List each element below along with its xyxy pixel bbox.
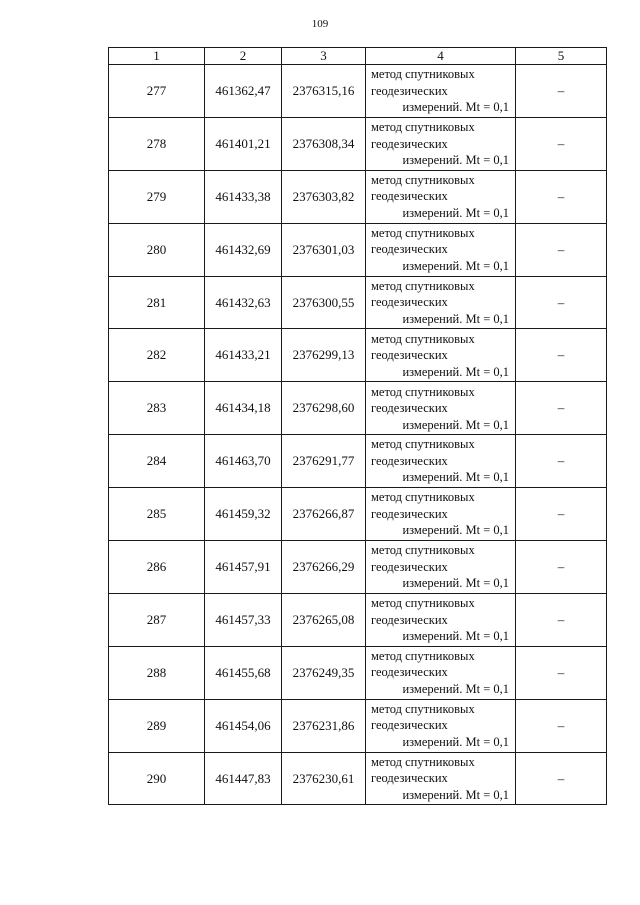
method-line: геодезических [371, 718, 448, 733]
method-cell [366, 646, 516, 699]
header-col-3: 3 [282, 48, 366, 65]
y-coordinate-cell: 2376300,55 [282, 276, 366, 329]
point-number-cell: 283 [109, 382, 205, 435]
y-coordinate-cell: 2376249,35 [282, 646, 366, 699]
method-line: метод спутниковых [371, 596, 475, 611]
method-cell [366, 382, 516, 435]
x-coordinate-cell: 461459,32 [205, 488, 282, 541]
y-coordinate-cell: 2376230,61 [282, 752, 366, 805]
point-number-cell: 289 [109, 699, 205, 752]
coordinates-table [108, 47, 607, 805]
header-col-1: 1 [109, 48, 205, 65]
y-coordinate-cell: 2376291,77 [282, 435, 366, 488]
point-number-cell: 278 [109, 117, 205, 170]
table-row [109, 382, 607, 435]
method-line: геодезических [371, 136, 448, 151]
method-line: измерений. Mt = 0,1 [402, 153, 509, 168]
method-line: метод спутниковых [371, 225, 475, 240]
method-cell [366, 752, 516, 805]
y-coordinate-cell: 2376298,60 [282, 382, 366, 435]
table-row [109, 117, 607, 170]
table-row [109, 329, 607, 382]
method-cell [366, 65, 516, 118]
y-coordinate-cell: 2376231,86 [282, 699, 366, 752]
method-line: метод спутниковых [371, 120, 475, 135]
page-number: 109 [311, 18, 329, 30]
method-cell [366, 117, 516, 170]
method-line: метод спутниковых [371, 701, 475, 716]
table-row [109, 593, 607, 646]
method-line: метод спутниковых [371, 67, 475, 82]
point-number-cell: 279 [109, 170, 205, 223]
x-coordinate-cell: 461433,38 [205, 170, 282, 223]
method-line: геодезических [371, 242, 448, 257]
y-coordinate-cell: 2376301,03 [282, 223, 366, 276]
note-cell: – [516, 435, 607, 488]
method-line: геодезических [371, 348, 448, 363]
method-line: измерений. Mt = 0,1 [402, 629, 509, 644]
method-line: геодезических [371, 771, 448, 786]
method-cell [366, 435, 516, 488]
header-row [109, 48, 607, 65]
note-cell: – [516, 276, 607, 329]
x-coordinate-cell: 461362,47 [205, 65, 282, 118]
point-number-cell: 280 [109, 223, 205, 276]
method-line: измерений. Mt = 0,1 [402, 258, 509, 273]
y-coordinate-cell: 2376308,34 [282, 117, 366, 170]
method-line: измерений. Mt = 0,1 [402, 681, 509, 696]
method-line: измерений. Mt = 0,1 [402, 100, 509, 115]
method-line: метод спутниковых [371, 384, 475, 399]
y-coordinate-cell: 2376265,08 [282, 593, 366, 646]
method-line: измерений. Mt = 0,1 [402, 311, 509, 326]
method-cell [366, 488, 516, 541]
x-coordinate-cell: 461401,21 [205, 117, 282, 170]
x-coordinate-cell: 461457,33 [205, 593, 282, 646]
note-cell: – [516, 65, 607, 118]
point-number-cell: 277 [109, 65, 205, 118]
method-line: метод спутниковых [371, 754, 475, 769]
note-cell: – [516, 117, 607, 170]
method-line: измерений. Mt = 0,1 [402, 417, 509, 432]
method-line: измерений. Mt = 0,1 [402, 205, 509, 220]
method-line: измерений. Mt = 0,1 [402, 787, 509, 802]
y-coordinate-cell: 2376303,82 [282, 170, 366, 223]
method-line: метод спутниковых [371, 172, 475, 187]
note-cell: – [516, 541, 607, 594]
note-cell: – [516, 699, 607, 752]
method-cell [366, 276, 516, 329]
table-row [109, 488, 607, 541]
method-line: метод спутниковых [371, 437, 475, 452]
note-cell: – [516, 752, 607, 805]
table-row [109, 65, 607, 118]
method-cell [366, 170, 516, 223]
table-body [109, 65, 607, 805]
x-coordinate-cell: 461434,18 [205, 382, 282, 435]
table-row [109, 223, 607, 276]
table-row [109, 170, 607, 223]
note-cell: – [516, 646, 607, 699]
table-row [109, 646, 607, 699]
method-line: измерений. Mt = 0,1 [402, 470, 509, 485]
method-cell [366, 541, 516, 594]
method-line: геодезических [371, 612, 448, 627]
method-line: измерений. Mt = 0,1 [402, 523, 509, 538]
table-row [109, 699, 607, 752]
header-col-5: 5 [516, 48, 607, 65]
point-number-cell: 281 [109, 276, 205, 329]
x-coordinate-cell: 461432,63 [205, 276, 282, 329]
x-coordinate-cell: 461432,69 [205, 223, 282, 276]
note-cell: – [516, 593, 607, 646]
point-number-cell: 282 [109, 329, 205, 382]
y-coordinate-cell: 2376315,16 [282, 65, 366, 118]
method-cell [366, 223, 516, 276]
table-header [109, 48, 607, 65]
method-line: геодезических [371, 295, 448, 310]
header-col-4: 4 [366, 48, 516, 65]
method-line: метод спутниковых [371, 490, 475, 505]
table-row [109, 276, 607, 329]
note-cell: – [516, 329, 607, 382]
note-cell: – [516, 382, 607, 435]
point-number-cell: 287 [109, 593, 205, 646]
point-number-cell: 286 [109, 541, 205, 594]
x-coordinate-cell: 461457,91 [205, 541, 282, 594]
method-line: геодезических [371, 559, 448, 574]
method-line: геодезических [371, 401, 448, 416]
method-cell [366, 329, 516, 382]
table-row [109, 752, 607, 805]
note-cell: – [516, 223, 607, 276]
method-line: метод спутниковых [371, 648, 475, 663]
method-line: геодезических [371, 83, 448, 98]
method-line: геодезических [371, 453, 448, 468]
x-coordinate-cell: 461433,21 [205, 329, 282, 382]
x-coordinate-cell: 461463,70 [205, 435, 282, 488]
method-line: измерений. Mt = 0,1 [402, 576, 509, 591]
point-number-cell: 284 [109, 435, 205, 488]
y-coordinate-cell: 2376266,29 [282, 541, 366, 594]
x-coordinate-cell: 461454,06 [205, 699, 282, 752]
table-row [109, 541, 607, 594]
method-cell [366, 699, 516, 752]
method-line: геодезических [371, 189, 448, 204]
method-line: геодезических [371, 665, 448, 680]
note-cell: – [516, 488, 607, 541]
point-number-cell: 290 [109, 752, 205, 805]
table-row [109, 435, 607, 488]
x-coordinate-cell: 461455,68 [205, 646, 282, 699]
point-number-cell: 288 [109, 646, 205, 699]
point-number-cell: 285 [109, 488, 205, 541]
x-coordinate-cell: 461447,83 [205, 752, 282, 805]
method-line: измерений. Mt = 0,1 [402, 364, 509, 379]
method-line: измерений. Mt = 0,1 [402, 734, 509, 749]
header-col-2: 2 [205, 48, 282, 65]
method-line: метод спутниковых [371, 331, 475, 346]
method-line: метод спутниковых [371, 543, 475, 558]
note-cell: – [516, 170, 607, 223]
y-coordinate-cell: 2376299,13 [282, 329, 366, 382]
y-coordinate-cell: 2376266,87 [282, 488, 366, 541]
method-cell [366, 593, 516, 646]
method-line: геодезических [371, 506, 448, 521]
method-line: метод спутниковых [371, 278, 475, 293]
